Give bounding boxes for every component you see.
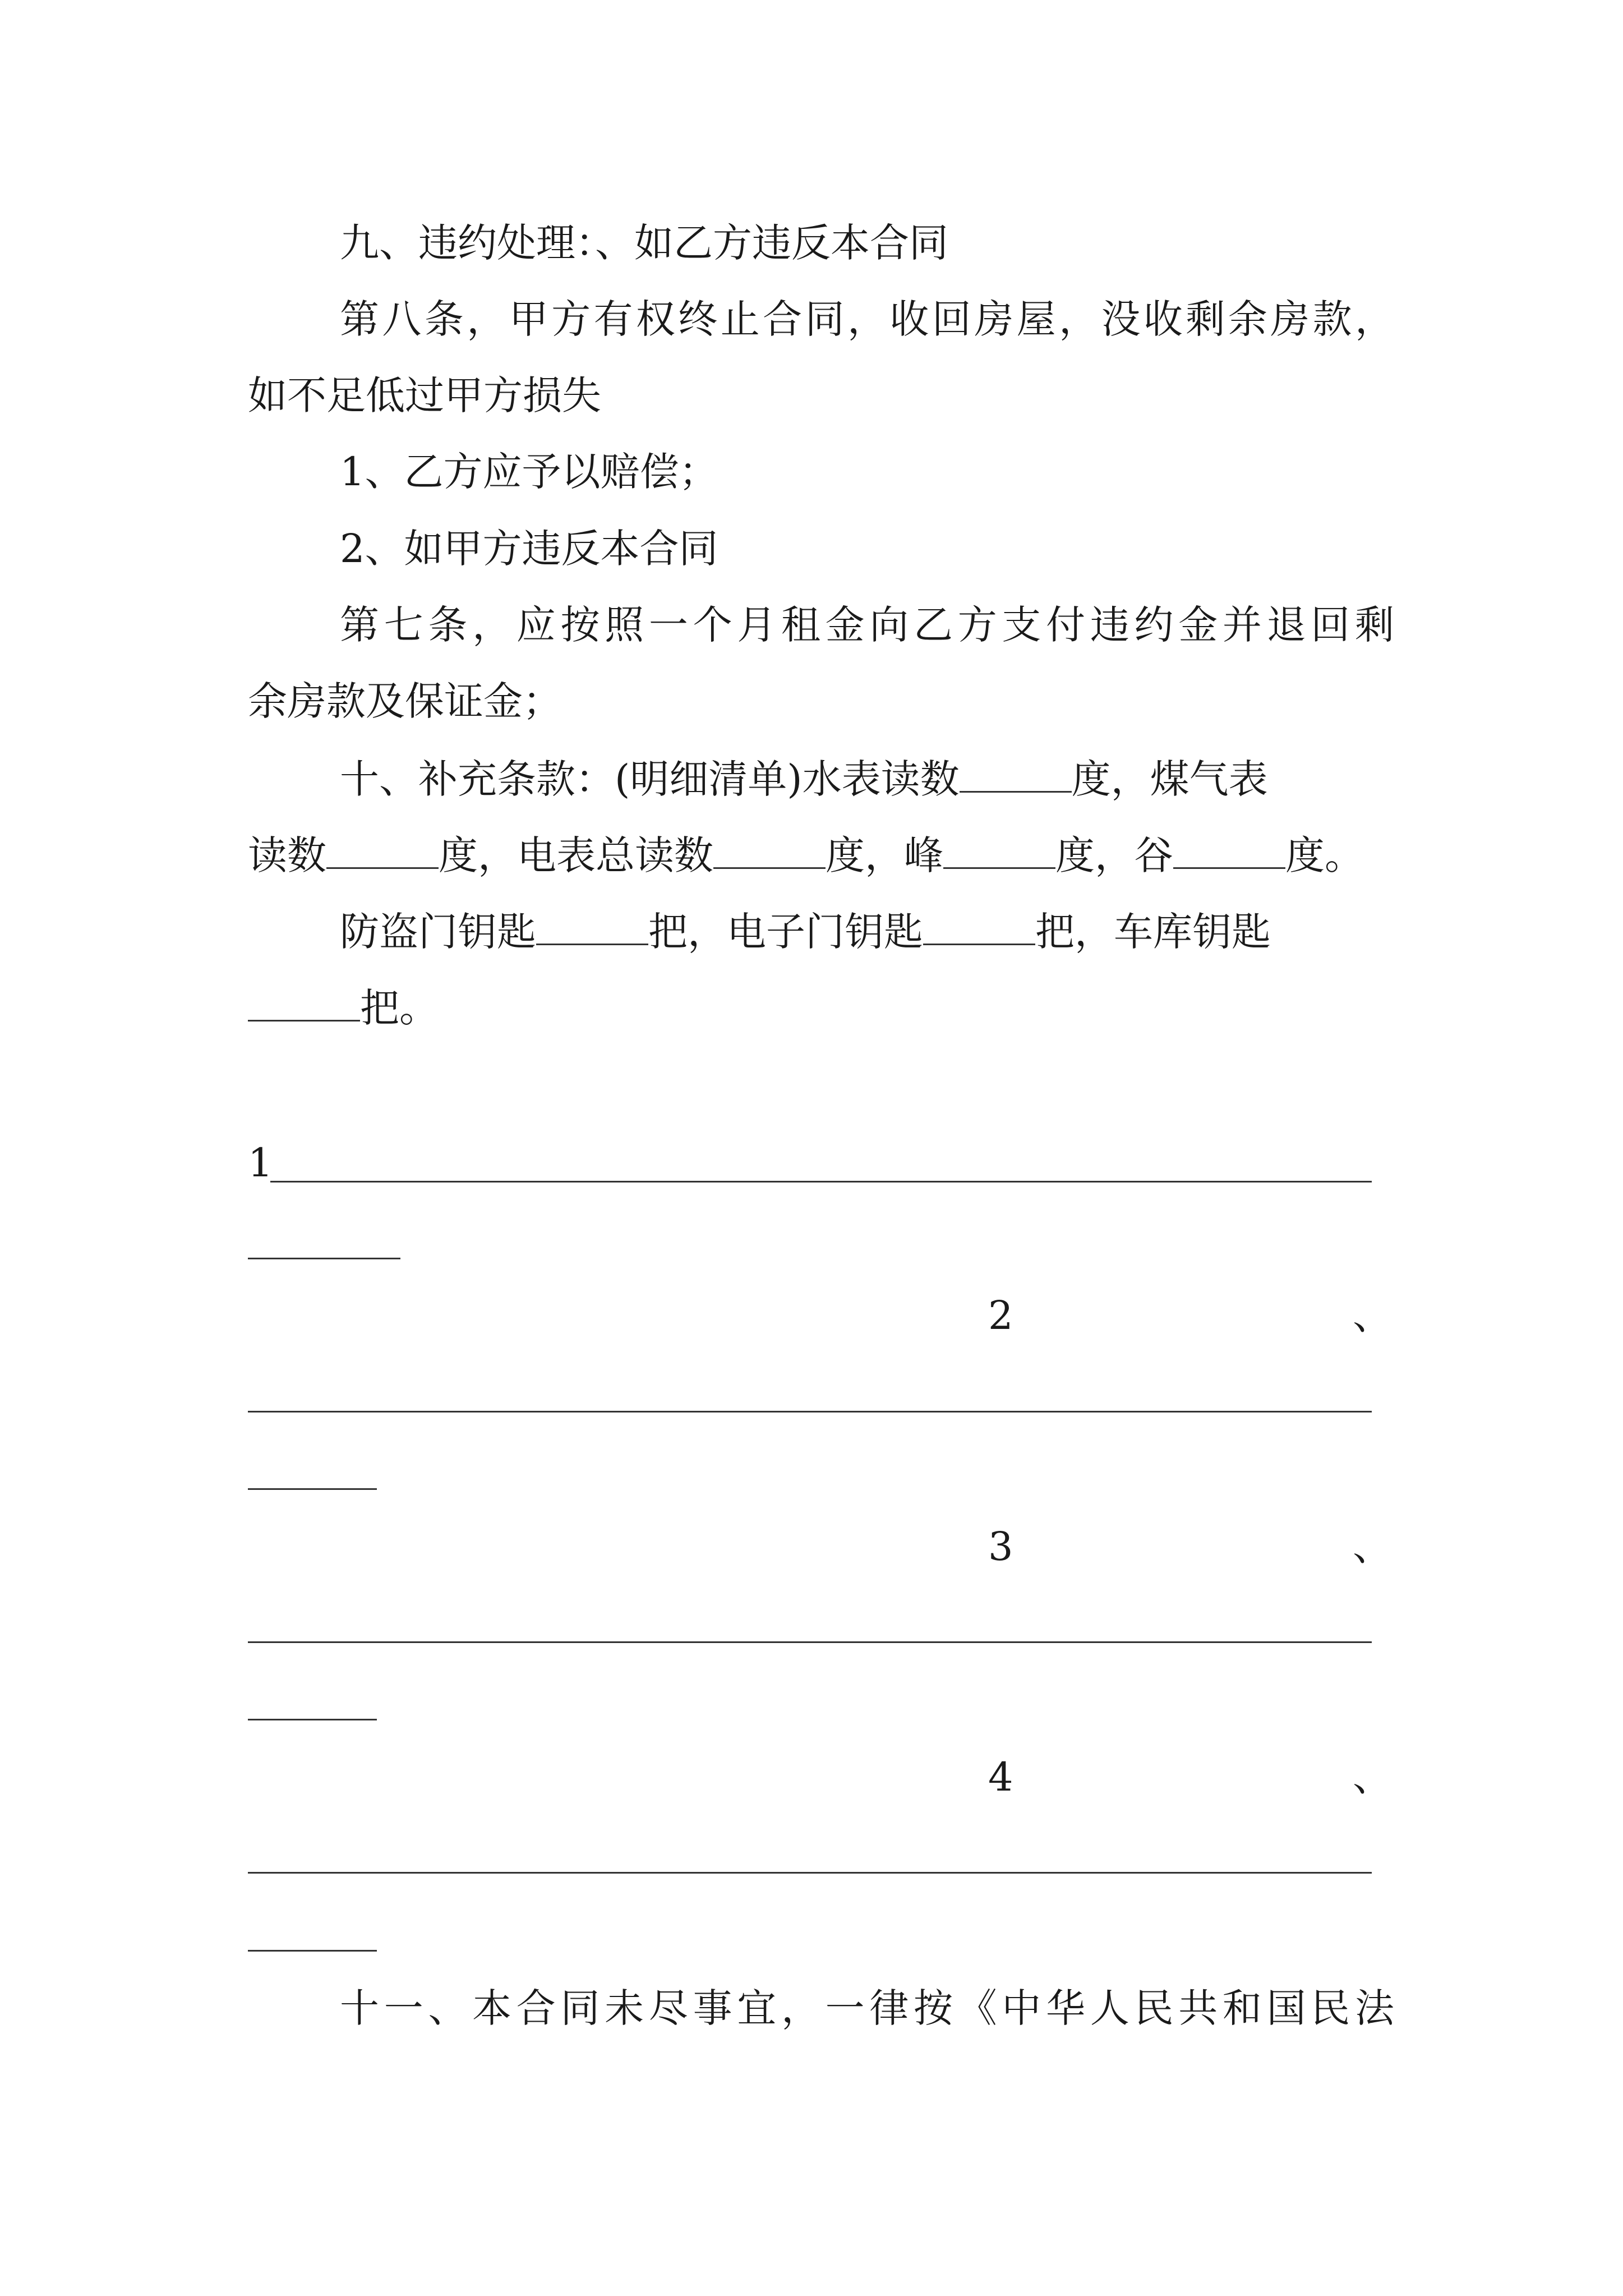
blank-item-3-number: 3 — [988, 1524, 1013, 1570]
clause10-text-e: 度，峰 — [826, 832, 943, 878]
blank-item-3-continuation[interactable] — [248, 1719, 377, 1720]
electric-peak-blank[interactable] — [943, 835, 1055, 869]
clause11-line1: 十一、本合同未尽事宜，一律按《中华人民共和国民法 — [340, 1985, 1394, 2031]
blank-item-1-line[interactable] — [270, 1181, 1372, 1182]
item-1: 1、乙方应予以赔偿； — [340, 449, 718, 495]
blank-item-4-continuation[interactable] — [248, 1950, 377, 1952]
electric-total-blank[interactable] — [713, 835, 826, 869]
clause10-text-d: 度，电表总读数 — [439, 832, 713, 878]
article7-line1: 第七条，应按照一个月租金向乙方支付违约金并退回剩 — [340, 602, 1394, 648]
blank-item-2-number: 2 — [988, 1292, 1013, 1338]
water-meter-blank[interactable] — [960, 758, 1072, 793]
clause10-text-i: 把，电子门钥匙 — [648, 909, 923, 955]
article8-line2: 如不足低过甲方损失 — [248, 372, 601, 418]
electric-valley-blank[interactable] — [1173, 835, 1285, 869]
clause10-line4 — [248, 985, 439, 1031]
blank-item-2-line[interactable] — [248, 1411, 1372, 1412]
clause10-text-g: 度。 — [1285, 832, 1364, 878]
blank-item-2-separator: 、 — [1353, 1292, 1392, 1338]
clause10-text-c: 读数 — [248, 832, 326, 878]
blank-item-3-separator: 、 — [1353, 1524, 1392, 1570]
clause10-text-b: 度，煤气表 — [1071, 756, 1268, 802]
clause9-title: 九、违约处理：、如乙方违反本合同 — [340, 220, 948, 266]
item-2: 2、如甲方违反本合同 — [340, 526, 718, 572]
security-door-key-blank[interactable] — [536, 911, 648, 945]
clause10-text-h: 防盗门钥匙 — [340, 909, 536, 955]
article8-line1: 第八条，甲方有权终止合同，收回房屋，没收剩余房款， — [340, 296, 1394, 342]
blank-item-3-line[interactable] — [248, 1641, 1372, 1643]
clause10-text-f: 度，谷 — [1055, 832, 1173, 878]
clause10-line3 — [340, 909, 1271, 955]
electronic-door-key-blank[interactable] — [923, 911, 1035, 945]
blank-item-4-separator: 、 — [1353, 1754, 1392, 1800]
blank-item-4-line[interactable] — [248, 1872, 1372, 1874]
clause10-line2 — [248, 832, 1364, 878]
blank-item-1-continuation[interactable] — [248, 1258, 400, 1259]
clause10-text-k: 把。 — [360, 985, 439, 1031]
blank-item-1-number: 1 — [248, 1140, 273, 1186]
gas-meter-blank[interactable] — [326, 835, 439, 869]
garage-key-blank[interactable] — [248, 987, 360, 1022]
blank-item-2-continuation[interactable] — [248, 1488, 377, 1490]
clause10-text-a: 十、补充条款：(明细清单)水表读数 — [340, 756, 960, 802]
blank-item-4-number: 4 — [988, 1754, 1013, 1800]
clause10-line1 — [340, 756, 1268, 802]
article7-line2: 余房款及保证金； — [248, 678, 562, 724]
clause10-text-j: 把，车库钥匙 — [1035, 909, 1271, 955]
